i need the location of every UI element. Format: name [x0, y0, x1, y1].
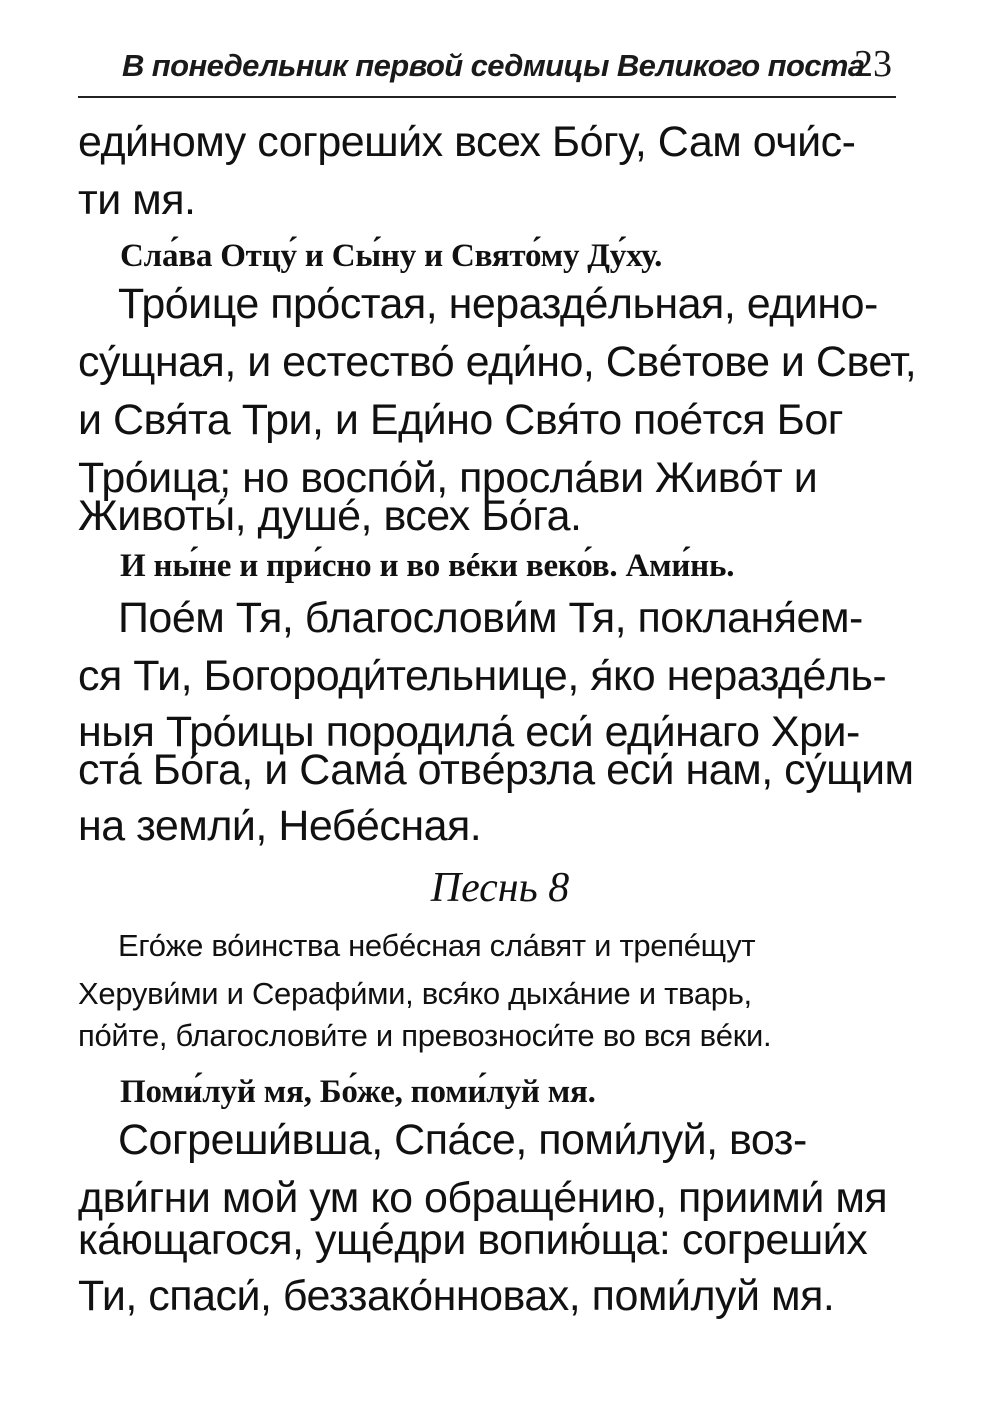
- irmos-line: по́йте, благослови́те и превозноси́те во вся вéки.: [78, 1018, 772, 1053]
- text-line: Тро́ице про́стая, нераздéльная, едино-: [118, 280, 878, 328]
- running-header: [78, 40, 896, 98]
- text-line: ныя Тро́ицы породила́ еси́ еди́наго Хри-: [78, 708, 860, 756]
- rubric-refrain: Поми́луй мя, Бо́же, поми́луй мя.: [120, 1074, 596, 1110]
- running-title: В понедельник первой седмицы Великого поста: [122, 48, 865, 83]
- ode-title: Песнь 8: [430, 865, 570, 911]
- text-line: ти мя.: [78, 176, 196, 224]
- text-line: и Свя́та Три, и Еди́но Свя́то поéтся Бог: [78, 396, 843, 444]
- rubric-glory: Сла́ва Отцу́ и Сы́ну и Свято́му Ду́ху.: [120, 238, 663, 274]
- text-line: еди́ному согреши́х всех Бо́гу, Сам очи́с-: [78, 118, 856, 166]
- text-line: ка́ющагося, ущéдри вопию́ща: согреши́х: [78, 1216, 868, 1264]
- rubric-now-and-ever: И ны́не и при́сно и во вéки веко́в. Ами́нь.: [120, 548, 735, 584]
- text-line: Согреши́вша, Спа́се, поми́луй, воз-: [118, 1116, 807, 1164]
- text-line: Поéм Тя, благослови́м Тя, покланя́ем-: [118, 594, 863, 642]
- page-number: 23: [854, 43, 892, 85]
- text-line: Тро́ица; но воспо́й, просла́ви Живо́т и: [78, 454, 818, 502]
- irmos-line: Его́же во́инства небéсная сла́вят и трепéщут: [118, 928, 756, 963]
- text-line: на земли́, Небéсная.: [78, 802, 482, 850]
- text-line: ся Ти, Богороди́тельнице, я́ко нераздéль-: [78, 652, 887, 700]
- text-line: Животы́, душé, всех Бо́га.: [78, 492, 582, 540]
- text-line: су́щная, и естество́ еди́но, Свéтове и Свет,: [78, 338, 917, 386]
- text-line: дви́гни мой ум ко обращéнию, приими́ мя: [78, 1174, 888, 1222]
- irmos-line: Херуви́ми и Серафи́ми, вся́ко дыха́ние и тварь,: [78, 976, 752, 1011]
- text-line: ста́ Бо́га, и Сама́ отвéрзла еси́ нам, су́щим: [78, 746, 914, 794]
- text-line: Ти, спаси́, беззако́нновах, поми́луй мя.: [78, 1272, 835, 1320]
